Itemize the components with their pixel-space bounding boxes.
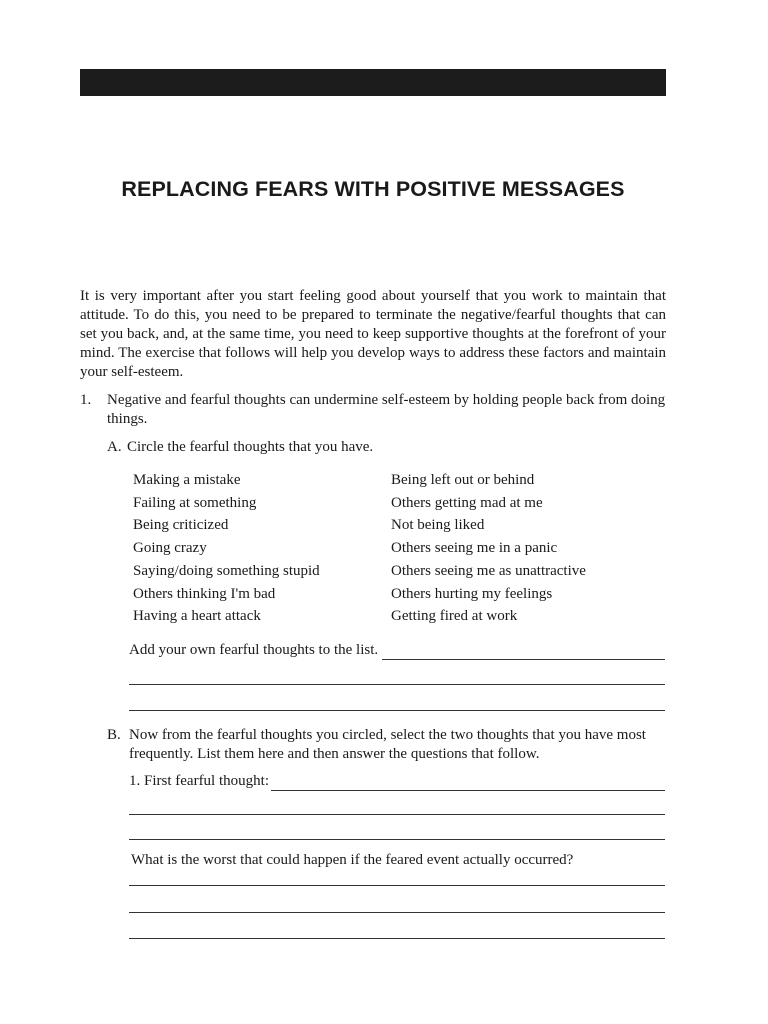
fear-list-left — [133, 469, 320, 628]
answer-line[interactable] — [129, 710, 665, 711]
first-thought-row — [129, 772, 665, 791]
answer-line[interactable] — [129, 885, 665, 886]
fear-item[interactable]: Getting fired at work — [391, 608, 518, 625]
fear-item[interactable]: Others thinking I'm bad — [133, 585, 276, 602]
part-b-text: Now from the fearful thoughts you circled, select the two thoughts that you have most frequently. List them here and then answer the questions that follow. — [129, 727, 646, 762]
part-a-text: Circle the fearful thoughts that you have. — [127, 439, 374, 455]
question-text: Negative and fearful thoughts can undermine self-esteem by holding people back from doing things. — [107, 392, 666, 427]
answer-line[interactable] — [129, 684, 665, 685]
answer-line[interactable] — [129, 839, 665, 840]
answer-line[interactable] — [129, 938, 665, 939]
fear-item[interactable]: Others getting mad at me — [391, 494, 543, 511]
first-thought-blank[interactable] — [271, 776, 665, 791]
add-fears-blank[interactable] — [382, 645, 665, 660]
page-title: REPLACING FEARS WITH POSITIVE MESSAGES — [121, 177, 625, 201]
worst-case-prompt: What is the worst that could happen if the feared event actually occurred? — [131, 852, 574, 868]
fear-item[interactable]: Being criticized — [133, 517, 229, 534]
fear-item[interactable]: Saying/doing something stupid — [133, 562, 320, 579]
answer-line[interactable] — [129, 814, 665, 815]
part-a-letter: A. — [107, 439, 122, 455]
fear-list-right — [391, 469, 586, 628]
fear-item[interactable]: Others seeing me as unattractive — [391, 562, 586, 579]
header-bar — [80, 69, 666, 96]
part-b-letter: B. — [107, 727, 121, 743]
add-fears-prompt: Add your own fearful thoughts to the list. — [129, 642, 379, 658]
fear-item[interactable]: Making a mistake — [133, 472, 241, 488]
fear-item[interactable]: Having a heart attack — [133, 608, 261, 625]
fear-item[interactable]: Not being liked — [391, 517, 485, 534]
fear-item[interactable]: Others seeing me in a panic — [391, 540, 558, 557]
add-fears-row — [129, 641, 665, 660]
fear-item[interactable]: Going crazy — [133, 540, 207, 557]
question-1 — [80, 391, 666, 429]
intro-paragraph: It is very important after you start feeling good about yourself that you work to maintain that attitude. To do this, you need to be prepared to terminate the negative/fearful thoughts that can set you back, and, at the same time, you need to keep supportive thoughts at the forefront of your mind. The exercise that follows will help you develop ways to address these factors and maintain your self-esteem. — [80, 288, 666, 380]
part-b-instruction — [107, 726, 667, 764]
fear-item[interactable]: Being left out or behind — [391, 472, 535, 488]
fear-item[interactable]: Others hurting my feelings — [391, 585, 553, 602]
fear-item[interactable]: Failing at something — [133, 494, 257, 511]
part-a-instruction — [107, 438, 373, 457]
first-thought-prompt: 1. First fearful thought: — [129, 773, 269, 789]
answer-line[interactable] — [129, 912, 665, 913]
question-number: 1. — [80, 392, 92, 408]
